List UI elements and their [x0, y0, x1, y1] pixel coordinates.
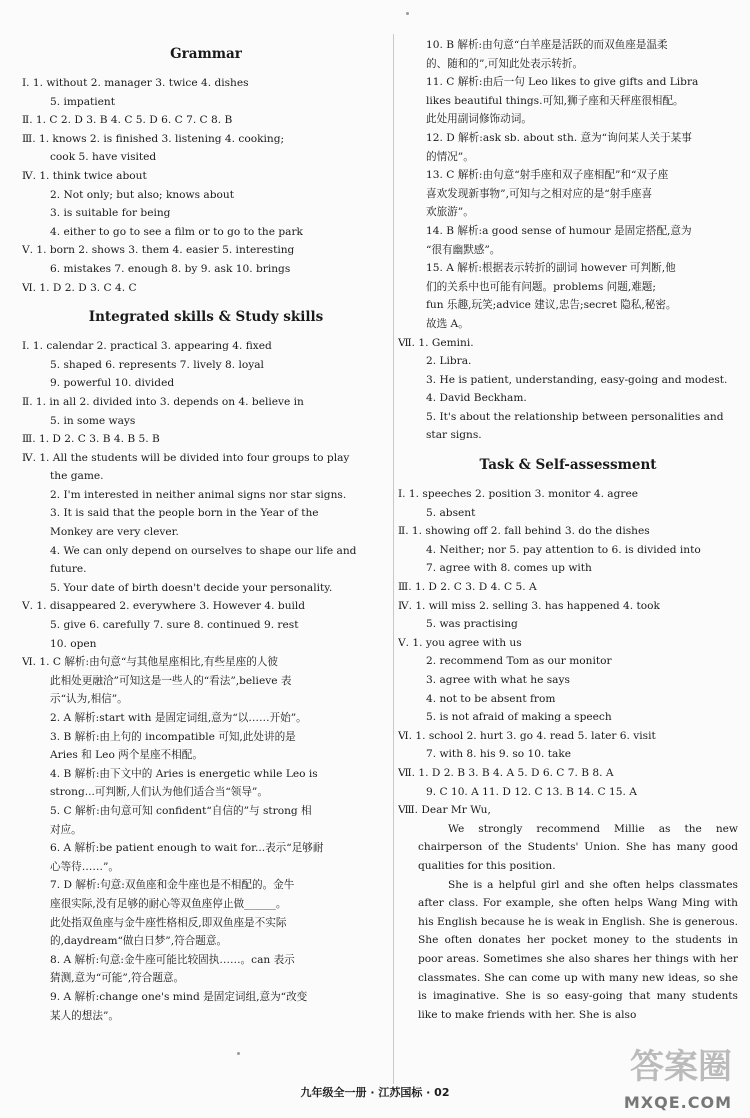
integrated-skills-answers: [22, 337, 390, 1025]
answer-line: Ⅴ. 1. born 2. shows 3. them 4. easier 5. interesting: [22, 244, 295, 257]
answer-line: 3. B 解析:由上句的 incompatible 可知,此处讲的是: [50, 730, 296, 743]
answer-line: Ⅱ. 1. showing off 2. fall behind 3. do the dishes: [398, 525, 650, 538]
answer-line: Ⅳ. 1. think twice about: [22, 169, 147, 182]
answer-line: fun 乐趣,玩笑;advice 建议,忠告;secret 隐私,秘密。: [426, 299, 677, 312]
answer-line: 8. A 解析:句意:金牛座可能比较固执……。can 表示: [50, 953, 295, 966]
section-title-integrated-skills: Integrated skills & Study skills: [88, 309, 324, 326]
answer-line: Ⅲ. 1. D 2. C 3. B 4. B 5. B: [22, 433, 160, 446]
answer-line: 7. with 8. his 9. so 10. take: [426, 748, 572, 761]
left-column: [22, 34, 390, 1025]
answer-line: 5. It's about the relationship between personalities and: [426, 410, 724, 423]
answer-line: Ⅱ. 1. in all 2. divided into 3. depends on 4. believe in: [22, 395, 304, 408]
column-divider: [393, 34, 394, 1084]
page-footer: 九年级全一册 · 江苏国标 · 02: [300, 1086, 450, 1099]
answer-line: 猜测,意为“可能”,符合题意。: [50, 972, 185, 985]
answer-line: 的,daydream“做白日梦”,符合题意。: [50, 935, 228, 948]
answer-line: 3. It is said that the people born in the Year of the: [50, 507, 319, 520]
answer-line: 9. powerful 10. divided: [50, 377, 175, 390]
answer-line: Ⅲ. 1. knows 2. is finished 3. listening 4. cooking;: [22, 132, 285, 145]
right-column: [398, 36, 738, 1024]
answer-line: 5. shaped 6. represents 7. lively 8. loyal: [50, 358, 264, 371]
answer-line: 14. B 解析:a good sense of humour 是固定搭配,意为: [426, 224, 692, 237]
answer-line: Ⅳ. 1. will miss 2. selling 3. has happened 4. took: [398, 599, 660, 612]
scan-speck: [406, 12, 409, 15]
answer-line: Ⅴ. 1. you agree with us: [398, 636, 522, 649]
answer-line: Ⅵ. 1. school 2. hurt 3. go 4. read 5. later 6. visit: [398, 729, 656, 742]
answer-line: 的情况”。: [426, 150, 474, 163]
integrated-skills-answers-continued: [398, 36, 738, 445]
answer-line: Ⅰ. 1. speeches 2. position 3. monitor 4. agree: [398, 488, 639, 501]
answer-line: 5. give 6. carefully 7. sure 8. continued 9. rest: [50, 619, 299, 632]
answer-line: Ⅷ. Dear Mr Wu,: [398, 804, 491, 817]
watermark-url: MXQE.COM: [623, 1093, 732, 1112]
answer-line: Aries 和 Leo 两个星座不相配。: [50, 749, 203, 762]
answer-line: 欢旅游”。: [426, 206, 474, 219]
answer-line: 2. I'm interested in neither animal signs nor star signs.: [50, 488, 347, 501]
answer-line: 此相处更融洽”可知这是一些人的“看法”,believe 表: [50, 674, 292, 687]
answer-line: 此处用副词修饰动词。: [426, 113, 532, 126]
answer-line: 5. is not afraid of making a speech: [426, 711, 612, 724]
answer-line: strong...可判断,人们认为他们适合当“领导”。: [50, 786, 268, 799]
answer-line: 3. He is patient, understanding, easy-going and modest.: [426, 373, 728, 386]
answer-line: 4. We can only depend on ourselves to shape our life and: [50, 544, 357, 557]
answer-line: 15. A 解析:根据表示转折的副词 however 可判断,他: [426, 262, 676, 275]
answer-line: cook 5. have visited: [50, 151, 157, 164]
answer-line: Ⅲ. 1. D 2. C 3. D 4. C 5. A: [398, 581, 537, 594]
section-title-task: Task & Self-assessment: [479, 457, 657, 474]
answer-line: likes beautiful things.可知,狮子座和天秤座很相配。: [426, 94, 684, 107]
answer-line: 4. B 解析:由下文中的 Aries is energetic while Leo is: [50, 767, 318, 780]
answer-line: 7. agree with 8. comes up with: [426, 562, 592, 575]
answer-line: 5. in some ways: [50, 414, 136, 427]
answer-line: 9. C 10. A 11. D 12. C 13. B 14. C 15. A: [426, 785, 637, 798]
answer-line: 座很实际,没有足够的耐心等双鱼座停止做______。: [50, 897, 287, 910]
answer-line: 4. either to go to see a film or to go to the park: [50, 225, 303, 238]
answer-line: 心等待……”。: [50, 860, 119, 873]
answer-line: 4. Neither; nor 5. pay attention to 6. is divided into: [426, 543, 701, 556]
answer-line: 6. A 解析:be patient enough to wait for...表示“足够耐: [50, 842, 324, 855]
answer-line: 故选 A。: [426, 317, 469, 330]
answer-line: Ⅳ. 1. All the students will be divided into four groups to play: [22, 451, 350, 464]
answer-line: 9. A 解析:change one's mind 是固定词组,意为“改变: [50, 990, 308, 1003]
answer-line: 10. open: [50, 637, 97, 650]
answer-line: 11. C 解析:由后一句 Leo likes to give gifts and Libra: [426, 76, 699, 89]
answer-line: 2. Libra.: [426, 355, 472, 368]
letter-paragraph: We strongly recommend Millie as the new chairperson of the Students' Union. She has many good qualities for this position.: [418, 822, 738, 872]
answer-line: Monkey are very clever.: [50, 526, 179, 539]
answer-line: 的、随和的”,可知此处表示转折。: [426, 57, 584, 70]
answer-line: 此处指双鱼座与金牛座性格相反,即双鱼座是不实际: [50, 916, 287, 929]
answer-line: 10. B 解析:由句意“白羊座是活跃的而双鱼座是温柔: [426, 39, 668, 51]
answer-line: Ⅵ. 1. D 2. D 3. C 4. C: [22, 281, 137, 294]
watermark-logo: 答案圈: [630, 1047, 732, 1087]
answer-line: 2. recommend Tom as our monitor: [426, 655, 612, 668]
grammar-answers: [22, 74, 390, 297]
task-answers: [398, 485, 738, 820]
answer-line: 3. agree with what he says: [426, 674, 570, 686]
answer-line: 5. C 解析:由句意可知 confident“自信的”与 strong 相: [50, 804, 312, 817]
answer-line: Ⅱ. 1. C 2. D 3. B 4. C 5. D 6. C 7. C 8. B: [22, 114, 233, 127]
answer-line: Ⅵ. 1. C 解析:由句意“与其他星座相比,有些星座的人彼: [22, 656, 278, 669]
answer-line: 5. was practising: [426, 618, 518, 631]
answer-line: 4. not to be absent from: [426, 692, 556, 705]
answer-line: 某人的想法”。: [50, 1009, 119, 1022]
answer-line: 4. David Beckham.: [426, 392, 527, 405]
answer-line: Ⅶ. 1. Gemini.: [398, 336, 474, 349]
section-title-grammar: Grammar: [170, 46, 242, 62]
answer-line: 5. Your date of birth doesn't decide your personality.: [50, 581, 333, 594]
answer-line: 3. is suitable for being: [50, 207, 171, 220]
answer-line: the game.: [50, 470, 104, 483]
answer-line: 7. D 解析:句意:双鱼座和金牛座也是不相配的。金牛: [50, 879, 295, 892]
answer-line: star signs.: [426, 429, 482, 442]
answer-line: Ⅰ. 1. calendar 2. practical 3. appearing 4. fixed: [22, 340, 272, 353]
answer-line: 5. impatient: [50, 95, 116, 108]
answer-line: Ⅴ. 1. disappeared 2. everywhere 3. However 4. build: [22, 600, 306, 613]
answer-line: 13. C 解析:由句意“射手座和双子座相配”和“双子座: [426, 169, 669, 182]
scan-speck: [237, 1052, 240, 1055]
answer-line: Ⅰ. 1. without 2. manager 3. twice 4. dishes: [22, 77, 249, 89]
answer-line: 对应。: [50, 823, 82, 836]
answer-line: 6. mistakes 7. enough 8. by 9. ask 10. brings: [50, 262, 291, 275]
answer-line: “很有幽默感”。: [426, 243, 501, 256]
answer-line: 5. absent: [426, 506, 476, 519]
letter-paragraph: She is a helpful girl and she often helps classmates after class. For example, she often helps Wang Ming with his English because he is weak in English. She is generous. She often donates her pocket money to the students in poor areas. Sometimes she also shares her things with her classmates. She can come up with many new ideas, so she is imaginative. She is so easy-going that many students like to make friends with her. She is also: [418, 878, 738, 1021]
answer-line: future.: [50, 563, 87, 576]
answer-line: 12. D 解析:ask sb. about sth. 意为“询问某人关于某事: [426, 131, 692, 144]
answer-line: 们的关系中也可能有问题。problems 问题,难题;: [426, 280, 656, 293]
answer-line: 喜欢发现新事物”,可知与之相对应的是“射手座喜: [426, 187, 653, 200]
answer-line: Ⅶ. 1. D 2. B 3. B 4. A 5. D 6. C 7. B 8. A: [398, 766, 614, 779]
answer-line: 示“认为,相信”。: [50, 693, 128, 706]
answer-line: 2. A 解析:start with 是固定词组,意为“以……开始”。: [50, 712, 307, 724]
answer-line: 2. Not only; but also; knows about: [50, 188, 234, 201]
